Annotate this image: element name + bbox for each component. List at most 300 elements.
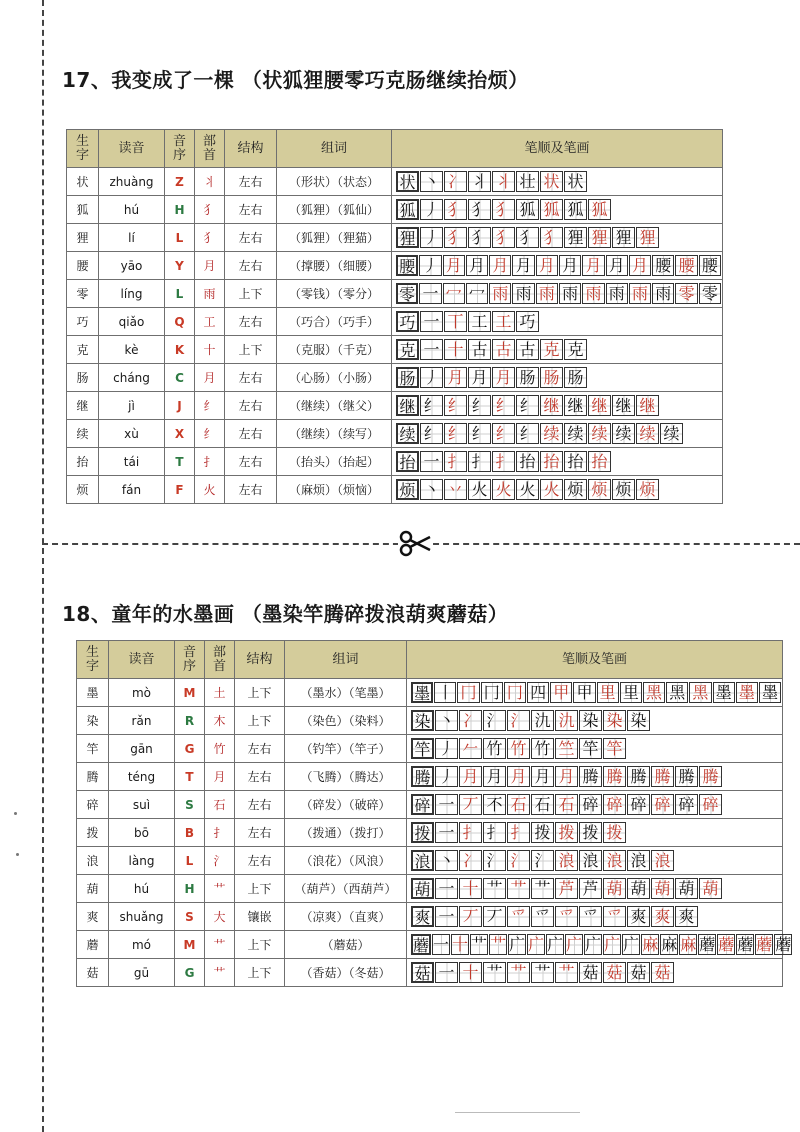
row-letter: Y: [165, 252, 195, 280]
stroke-box: 冖: [443, 283, 465, 304]
stroke-box: 肠: [564, 367, 587, 388]
stroke-box: 犭: [444, 199, 467, 220]
stroke-box: 染: [579, 710, 602, 731]
stroke-box: 月: [444, 367, 467, 388]
stroke-box: 一: [435, 962, 458, 983]
stroke-box: 冂: [481, 682, 503, 703]
table-row: [77, 819, 783, 847]
table-row: [67, 224, 723, 252]
stroke-box: 月: [559, 255, 581, 276]
stroke-box: 狐: [540, 199, 563, 220]
stroke-box: 碎: [603, 794, 626, 815]
header-char: 生 字: [77, 641, 109, 679]
stroke-box: 状: [540, 171, 563, 192]
row-letter: F: [165, 476, 195, 504]
stroke-box: 广: [547, 935, 564, 954]
row-radical: 木: [205, 707, 235, 735]
row-letter: R: [175, 707, 205, 735]
stroke-box: 浪: [579, 850, 602, 871]
stroke-box: 肠: [516, 367, 539, 388]
scan-speck: [14, 812, 17, 815]
stroke-box: 广: [528, 935, 545, 954]
row-pinyin: lí: [99, 224, 165, 252]
stroke-box: 纟: [516, 395, 539, 416]
stroke-box: 雨: [606, 283, 628, 304]
header-pinyin: 读音: [109, 641, 175, 679]
stroke-box: 克: [564, 339, 587, 360]
stroke-box: 艹: [490, 935, 507, 954]
stroke-box: 竿: [603, 738, 626, 759]
stroke-sequence: [411, 934, 792, 956]
stroke-box: 艹: [483, 962, 506, 983]
row-structure: 左右: [235, 735, 285, 763]
stroke-sequence: [396, 367, 722, 389]
scissors-icon: [398, 528, 432, 558]
stroke-box: 氵: [531, 850, 554, 871]
row-radical: 犭: [195, 196, 225, 224]
stroke-box: 蘑: [718, 935, 735, 954]
stroke-box: 犭: [444, 227, 467, 248]
row-words: （狐狸）（狸猫）: [277, 224, 392, 252]
row-char: 克: [67, 336, 99, 364]
stroke-box: 扌: [483, 822, 506, 843]
stroke-box: 继: [636, 395, 659, 416]
stroke-box: 拨: [603, 822, 626, 843]
table-row: [77, 707, 783, 735]
row-radical: 月: [195, 364, 225, 392]
stroke-box: 继: [612, 395, 635, 416]
stroke-box: 烦: [396, 479, 419, 500]
stroke-box: 续: [564, 423, 587, 444]
stroke-box: 月: [507, 766, 530, 787]
stroke-box: 肠: [540, 367, 563, 388]
table-row: [77, 903, 783, 931]
stroke-box: 冂: [504, 682, 526, 703]
lesson-17-title: 17、我变成了一棵 （状狐狸腰零巧克肠继续抬烦）: [62, 68, 529, 92]
stroke-box: 零: [699, 283, 721, 304]
stroke-box: 氵: [483, 850, 506, 871]
row-pinyin: téng: [109, 763, 175, 791]
row-stroke-order: [407, 707, 783, 735]
row-pinyin: cháng: [99, 364, 165, 392]
stroke-box: 浪: [651, 850, 674, 871]
row-words: （葫芦）（西葫芦）: [285, 875, 407, 903]
stroke-box: 麻: [661, 935, 678, 954]
row-letter: Q: [165, 308, 195, 336]
stroke-box: 纟: [516, 423, 539, 444]
stroke-box: 冂: [457, 682, 479, 703]
stroke-box: 纟: [444, 423, 467, 444]
row-words: （香菇）（冬菇）: [285, 959, 407, 987]
stroke-box: 狸: [612, 227, 635, 248]
stroke-box: 葫: [627, 878, 650, 899]
table-row: [67, 196, 723, 224]
stroke-box: 丆: [459, 906, 482, 927]
stroke-box: 一: [420, 451, 443, 472]
row-words: （继续）（继父）: [277, 392, 392, 420]
stroke-box: 狐: [564, 199, 587, 220]
stroke-box: 染: [603, 710, 626, 731]
row-pinyin: zhuàng: [99, 168, 165, 196]
stroke-box: 一: [433, 935, 450, 954]
row-stroke-order: [407, 819, 783, 847]
stroke-box: 𠂉: [459, 738, 482, 759]
stroke-box: 爽: [675, 906, 698, 927]
stroke-box: 染: [411, 710, 434, 731]
row-radical: 艹: [205, 931, 235, 959]
stroke-box: 广: [604, 935, 621, 954]
stroke-box: 丆: [459, 794, 482, 815]
stroke-box: 烦: [636, 479, 659, 500]
header-words: 组词: [285, 641, 407, 679]
stroke-box: 葫: [651, 878, 674, 899]
stroke-box: 浪: [555, 850, 578, 871]
stroke-box: 菇: [627, 962, 650, 983]
row-structure: 左右: [235, 763, 285, 791]
stroke-box: 腰: [699, 255, 721, 276]
header-radical: 部 首: [205, 641, 235, 679]
row-radical: 土: [205, 679, 235, 707]
stroke-box: 蘑: [737, 935, 754, 954]
stroke-box: 腰: [652, 255, 674, 276]
stroke-box: 爫: [555, 906, 578, 927]
stroke-box: 继: [588, 395, 611, 416]
stroke-box: 肠: [396, 367, 419, 388]
stroke-box: 犭: [468, 227, 491, 248]
row-char: 狸: [67, 224, 99, 252]
row-pinyin: làng: [109, 847, 175, 875]
row-letter: T: [175, 763, 205, 791]
stroke-box: 染: [627, 710, 650, 731]
row-char: 菇: [77, 959, 109, 987]
stroke-box: 墨: [736, 682, 758, 703]
stroke-box: 纟: [420, 423, 443, 444]
row-words: （染色）（染料）: [285, 707, 407, 735]
row-letter: M: [175, 931, 205, 959]
stroke-box: 石: [555, 794, 578, 815]
header-char: 生 字: [67, 130, 99, 168]
stroke-box: 丶: [435, 850, 458, 871]
row-structure: 镶嵌: [235, 903, 285, 931]
row-stroke-order: [407, 903, 783, 931]
stroke-sequence: [396, 423, 722, 445]
row-structure: 左右: [225, 196, 277, 224]
header-radical: 部 首: [195, 130, 225, 168]
row-stroke-order: [407, 763, 783, 791]
stroke-box: 丿: [420, 367, 443, 388]
stroke-box: 氵: [507, 710, 530, 731]
row-structure: 左右: [225, 364, 277, 392]
stroke-box: 月: [512, 255, 534, 276]
row-letter: S: [175, 791, 205, 819]
stroke-sequence: [396, 479, 722, 501]
row-pinyin: gān: [109, 735, 175, 763]
row-pinyin: fán: [99, 476, 165, 504]
row-radical: 艹: [205, 959, 235, 987]
stroke-box: 里: [620, 682, 642, 703]
stroke-box: 月: [483, 766, 506, 787]
row-structure: 左右: [225, 252, 277, 280]
row-structure: 上下: [235, 875, 285, 903]
stroke-box: 爫: [531, 906, 554, 927]
row-radical: 火: [195, 476, 225, 504]
table-row: [67, 336, 723, 364]
stroke-box: 纟: [444, 395, 467, 416]
header-words: 组词: [277, 130, 392, 168]
stroke-box: 蘑: [413, 936, 430, 955]
row-structure: 上下: [225, 336, 277, 364]
row-radical: 氵: [205, 847, 235, 875]
stroke-box: 月: [582, 255, 604, 276]
stroke-box: 蘑: [699, 935, 716, 954]
table-header-row: [67, 130, 723, 168]
header-order: 音 序: [165, 130, 195, 168]
row-char: 抬: [67, 448, 99, 476]
stroke-box: 石: [507, 794, 530, 815]
stroke-box: 爫: [603, 906, 626, 927]
row-stroke-order: [392, 196, 723, 224]
stroke-box: 一: [435, 906, 458, 927]
row-radical: 扌: [205, 819, 235, 847]
row-radical: 纟: [195, 420, 225, 448]
stroke-box: 雨: [512, 283, 534, 304]
row-char: 零: [67, 280, 99, 308]
stroke-box: 月: [459, 766, 482, 787]
table-row: [67, 448, 723, 476]
table-row: [77, 959, 783, 987]
row-pinyin: qiǎo: [99, 308, 165, 336]
stroke-box: 腾: [579, 766, 602, 787]
table-row: [67, 308, 723, 336]
stroke-box: 竺: [555, 738, 578, 759]
stroke-box: 腰: [675, 255, 697, 276]
stroke-box: 芦: [579, 878, 602, 899]
stroke-box: 火: [540, 479, 563, 500]
stroke-box: 不: [483, 794, 506, 815]
stroke-box: 艹: [531, 878, 554, 899]
row-char: 续: [67, 420, 99, 448]
stroke-box: 一: [435, 878, 458, 899]
stroke-box: 烦: [564, 479, 587, 500]
row-stroke-order: [407, 679, 783, 707]
row-letter: K: [165, 336, 195, 364]
stroke-box: 十: [459, 878, 482, 899]
stroke-box: 抬: [588, 451, 611, 472]
stroke-box: 里: [597, 682, 619, 703]
stroke-box: 纟: [468, 395, 491, 416]
row-structure: 上下: [235, 707, 285, 735]
stroke-box: 竹: [483, 738, 506, 759]
stroke-box: 竿: [411, 738, 434, 759]
stroke-box: 零: [396, 283, 418, 304]
stroke-box: 葫: [675, 878, 698, 899]
stroke-box: 墨: [713, 682, 735, 703]
stroke-box: 犭: [540, 227, 563, 248]
stroke-box: 丿: [420, 199, 443, 220]
stroke-box: 烦: [612, 479, 635, 500]
row-structure: 左右: [225, 308, 277, 336]
stroke-box: 氿: [555, 710, 578, 731]
row-structure: 上下: [235, 959, 285, 987]
stroke-box: 氵: [507, 850, 530, 871]
row-char: 爽: [77, 903, 109, 931]
stroke-box: 巧: [396, 311, 419, 332]
stroke-box: 竿: [579, 738, 602, 759]
table-row: [77, 735, 783, 763]
stroke-box: 巧: [516, 311, 539, 332]
stroke-box: 月: [466, 255, 488, 276]
row-radical: 纟: [195, 392, 225, 420]
table-row: [77, 847, 783, 875]
stroke-box: 抬: [396, 451, 419, 472]
stroke-box: 丿: [420, 227, 443, 248]
stroke-box: 十: [444, 339, 467, 360]
stroke-box: 一: [435, 794, 458, 815]
stroke-box: 一: [420, 339, 443, 360]
stroke-box: 月: [492, 367, 515, 388]
row-stroke-order: [392, 392, 723, 420]
stroke-box: 状: [564, 171, 587, 192]
stroke-box: 工: [492, 311, 515, 332]
stroke-box: 艹: [471, 935, 488, 954]
stroke-box: 菇: [603, 962, 626, 983]
row-letter: H: [175, 875, 205, 903]
header-structure: 结构: [235, 641, 285, 679]
row-letter: L: [165, 280, 195, 308]
stroke-box: 丶: [420, 479, 443, 500]
row-structure: 左右: [235, 847, 285, 875]
stroke-sequence: [396, 227, 722, 249]
row-letter: J: [165, 392, 195, 420]
row-stroke-order: [392, 476, 723, 504]
stroke-box: 丬: [468, 171, 491, 192]
stroke-box: 丬: [492, 171, 515, 192]
stroke-box: 狸: [636, 227, 659, 248]
stroke-box: 抬: [540, 451, 563, 472]
stroke-box: 丨: [434, 682, 456, 703]
stroke-box: 竹: [531, 738, 554, 759]
row-radical: 竹: [205, 735, 235, 763]
row-char: 腰: [67, 252, 99, 280]
stroke-box: 烦: [588, 479, 611, 500]
stroke-sequence: [396, 339, 722, 361]
row-words: （心肠）（小肠）: [277, 364, 392, 392]
stroke-box: 续: [540, 423, 563, 444]
row-words: （形状）（状态）: [277, 168, 392, 196]
vertical-cut-line: [42, 0, 44, 1132]
row-letter: M: [175, 679, 205, 707]
row-stroke-order: [392, 308, 723, 336]
row-char: 继: [67, 392, 99, 420]
stroke-sequence: [411, 766, 782, 788]
stroke-box: 葫: [411, 878, 434, 899]
stroke-sequence: [411, 850, 782, 872]
row-pinyin: yāo: [99, 252, 165, 280]
row-letter: G: [175, 735, 205, 763]
stroke-box: 壮: [516, 171, 539, 192]
stroke-box: 浪: [627, 850, 650, 871]
stroke-box: 拨: [579, 822, 602, 843]
stroke-box: 四: [527, 682, 549, 703]
row-words: （零钱）（零分）: [277, 280, 392, 308]
stroke-box: 黑: [643, 682, 665, 703]
stroke-box: 爽: [411, 906, 434, 927]
stroke-box: 芦: [555, 878, 578, 899]
row-stroke-order: [392, 252, 723, 280]
stroke-box: 继: [540, 395, 563, 416]
stroke-box: 狸: [588, 227, 611, 248]
stroke-box: 雨: [582, 283, 604, 304]
table-row: [67, 476, 723, 504]
row-char: 肠: [67, 364, 99, 392]
stroke-box: 碎: [411, 794, 434, 815]
stroke-box: 腾: [603, 766, 626, 787]
stroke-box: 腾: [651, 766, 674, 787]
stroke-box: 冖: [466, 283, 488, 304]
row-char: 状: [67, 168, 99, 196]
row-char: 竿: [77, 735, 109, 763]
stroke-box: 腾: [411, 766, 434, 787]
stroke-box: 狐: [588, 199, 611, 220]
row-structure: 左右: [235, 791, 285, 819]
table-row: [77, 791, 783, 819]
stroke-box: 雨: [536, 283, 558, 304]
lesson-17-table: [66, 129, 723, 504]
row-char: 染: [77, 707, 109, 735]
row-stroke-order: [407, 931, 792, 959]
row-char: 巧: [67, 308, 99, 336]
stroke-box: 火: [516, 479, 539, 500]
stroke-box: 抬: [516, 451, 539, 472]
row-structure: 上下: [235, 679, 285, 707]
stroke-box: 扌: [459, 822, 482, 843]
stroke-box: 碎: [627, 794, 650, 815]
row-stroke-order: [407, 847, 783, 875]
row-stroke-order: [407, 875, 783, 903]
stroke-box: 蘑: [756, 935, 773, 954]
row-words: （继续）（续写）: [277, 420, 392, 448]
stroke-sequence: [411, 794, 782, 816]
header-pinyin: 读音: [99, 130, 165, 168]
stroke-box: 广: [585, 935, 602, 954]
stroke-box: 一: [420, 311, 443, 332]
row-words: （凉爽）（直爽）: [285, 903, 407, 931]
stroke-box: 扌: [444, 451, 467, 472]
stroke-box: 纟: [492, 423, 515, 444]
stroke-box: 广: [566, 935, 583, 954]
stroke-box: 月: [629, 255, 651, 276]
row-words: （克服）（千克）: [277, 336, 392, 364]
row-radical: 艹: [205, 875, 235, 903]
lesson-18-title: 18、童年的水墨画 （墨染竿腾碎拨浪葫爽蘑菇）: [62, 602, 509, 626]
stroke-box: 拨: [531, 822, 554, 843]
stroke-box: 拨: [555, 822, 578, 843]
scan-speck: [16, 853, 19, 856]
stroke-box: 古: [492, 339, 515, 360]
stroke-sequence: [396, 395, 722, 417]
stroke-box: 续: [660, 423, 683, 444]
stroke-box: 墨: [411, 682, 433, 703]
row-pinyin: gū: [109, 959, 175, 987]
table-row: [67, 364, 723, 392]
row-words: （拨通）（拨打）: [285, 819, 407, 847]
row-stroke-order: [392, 420, 723, 448]
stroke-box: 麻: [680, 935, 697, 954]
row-pinyin: jì: [99, 392, 165, 420]
row-radical: 石: [205, 791, 235, 819]
stroke-box: 麻: [642, 935, 659, 954]
row-char: 狐: [67, 196, 99, 224]
